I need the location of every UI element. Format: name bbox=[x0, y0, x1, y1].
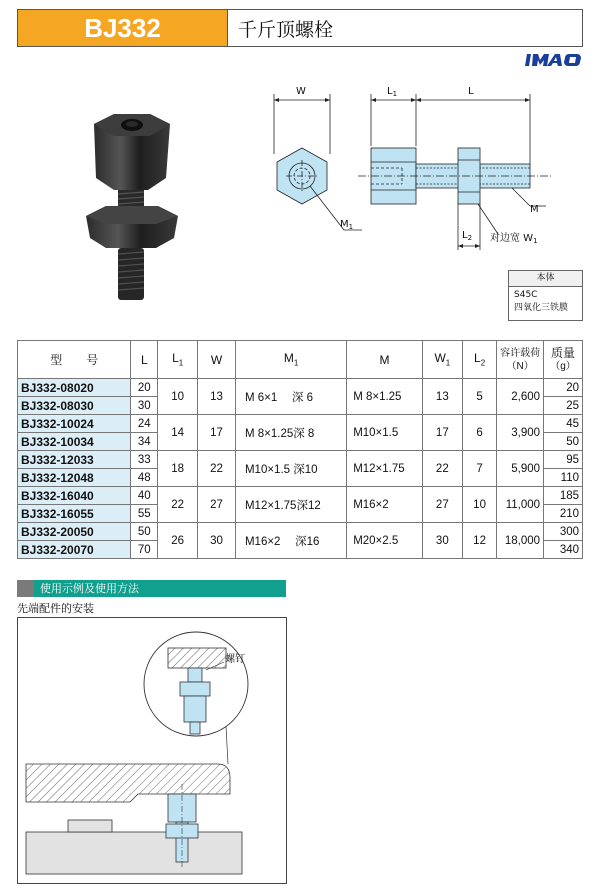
technical-drawing bbox=[262, 84, 562, 254]
product-photo bbox=[76, 108, 186, 304]
l2-cell: 12 bbox=[462, 523, 496, 559]
l-cell: 30 bbox=[131, 397, 158, 415]
material-box bbox=[508, 270, 583, 321]
table-row bbox=[18, 523, 583, 541]
load-cell: 11,000 bbox=[497, 487, 544, 523]
w1-cell: 27 bbox=[422, 487, 462, 523]
material-header: 本体 bbox=[509, 271, 582, 287]
material-body bbox=[509, 287, 582, 315]
model-cell: BJ332-20050 bbox=[18, 523, 131, 541]
m-cell: M 8×1.25 bbox=[347, 379, 423, 415]
dim-m-label: M bbox=[530, 204, 539, 215]
m-cell: M10×1.5 bbox=[347, 415, 423, 451]
l2-cell: 10 bbox=[462, 487, 496, 523]
brand-logo bbox=[525, 52, 583, 68]
table-row bbox=[18, 487, 583, 505]
header-l1: $L_1$ bbox=[158, 341, 198, 379]
model-cell: BJ332-08020 bbox=[18, 379, 131, 397]
w1-cell: 17 bbox=[422, 415, 462, 451]
header-mass: 质量 （g） bbox=[544, 341, 583, 379]
model-cell: BJ332-16055 bbox=[18, 505, 131, 523]
m1-cell: M12×1.75深12 bbox=[235, 487, 346, 523]
model-cell: BJ332-12033 bbox=[18, 451, 131, 469]
mass-cell: 95 bbox=[544, 451, 583, 469]
usage-section-header bbox=[17, 580, 286, 597]
dim-l-label: L bbox=[468, 86, 474, 97]
load-cell: 5,900 bbox=[497, 451, 544, 487]
l1-cell: 22 bbox=[158, 487, 198, 523]
header-l2: $L_2$ bbox=[462, 341, 496, 379]
header-bar bbox=[17, 9, 583, 47]
table-row bbox=[18, 379, 583, 397]
w1-cell: 13 bbox=[422, 379, 462, 415]
m-cell: M12×1.75 bbox=[347, 451, 423, 487]
model-cell: BJ332-08030 bbox=[18, 397, 131, 415]
dim-m1-label: $M_1$ bbox=[340, 219, 354, 231]
mass-cell: 50 bbox=[544, 433, 583, 451]
usage-section-title: 使用示例及使用方法 bbox=[40, 582, 139, 595]
usage-subtitle: 先端配件的安装 bbox=[17, 602, 94, 615]
model-cell: BJ332-10024 bbox=[18, 415, 131, 433]
product-code: BJ332 bbox=[18, 10, 228, 46]
header-m1: $M_1$ bbox=[235, 341, 346, 379]
product-title: 千斤顶螺栓 bbox=[238, 18, 334, 41]
header-w: W bbox=[198, 341, 236, 379]
m-cell: M16×2 bbox=[347, 487, 423, 523]
mass-cell: 210 bbox=[544, 505, 583, 523]
dim-l1-label: $L_1$ bbox=[387, 86, 398, 98]
dim-w1-label: 对边宽 $W_1$ bbox=[490, 233, 538, 245]
material-steel: S45C bbox=[514, 290, 538, 300]
mass-cell: 340 bbox=[544, 541, 583, 559]
mass-cell: 110 bbox=[544, 469, 583, 487]
l1-cell: 26 bbox=[158, 523, 198, 559]
mass-cell: 300 bbox=[544, 523, 583, 541]
mass-cell: 45 bbox=[544, 415, 583, 433]
l-cell: 70 bbox=[131, 541, 158, 559]
w1-cell: 22 bbox=[422, 451, 462, 487]
header-w1: $W_1$ bbox=[422, 341, 462, 379]
l-cell: 24 bbox=[131, 415, 158, 433]
l2-cell: 7 bbox=[462, 451, 496, 487]
material-finish: 四氧化三铁膜 bbox=[514, 303, 569, 313]
table-header-row bbox=[18, 341, 583, 379]
l-cell: 55 bbox=[131, 505, 158, 523]
w-cell: 17 bbox=[198, 415, 236, 451]
l-cell: 33 bbox=[131, 451, 158, 469]
l1-cell: 10 bbox=[158, 379, 198, 415]
table-row bbox=[18, 451, 583, 469]
l-cell: 34 bbox=[131, 433, 158, 451]
l-cell: 50 bbox=[131, 523, 158, 541]
m1-cell: M10×1.5 深10 bbox=[235, 451, 346, 487]
load-cell: 2,600 bbox=[497, 379, 544, 415]
header-model: 型 号 bbox=[18, 341, 131, 379]
table-row bbox=[18, 415, 583, 433]
m1-cell: M 8×1.25深 8 bbox=[235, 415, 346, 451]
m1-cell: M 6×1 深 6 bbox=[235, 379, 346, 415]
dim-l2-label: $L_2$ bbox=[462, 230, 473, 242]
imao-logo-icon bbox=[525, 52, 583, 68]
screw-callout-label: 螺钉 bbox=[225, 654, 245, 665]
model-cell: BJ332-12048 bbox=[18, 469, 131, 487]
header-load: 容许载荷 （N） bbox=[497, 341, 544, 379]
l2-cell: 5 bbox=[462, 379, 496, 415]
l-cell: 48 bbox=[131, 469, 158, 487]
w-cell: 22 bbox=[198, 451, 236, 487]
load-cell: 3,900 bbox=[497, 415, 544, 451]
spec-table bbox=[17, 340, 583, 559]
l1-cell: 14 bbox=[158, 415, 198, 451]
l-cell: 40 bbox=[131, 487, 158, 505]
model-cell: BJ332-10034 bbox=[18, 433, 131, 451]
section-marker-icon bbox=[17, 580, 34, 597]
l-cell: 20 bbox=[131, 379, 158, 397]
model-cell: BJ332-16040 bbox=[18, 487, 131, 505]
w-cell: 30 bbox=[198, 523, 236, 559]
mass-cell: 25 bbox=[544, 397, 583, 415]
l2-cell: 6 bbox=[462, 415, 496, 451]
dim-w-label: W bbox=[296, 86, 306, 97]
mass-cell: 185 bbox=[544, 487, 583, 505]
model-cell: BJ332-20070 bbox=[18, 541, 131, 559]
header-m: M bbox=[347, 341, 423, 379]
m-cell: M20×2.5 bbox=[347, 523, 423, 559]
m1-cell: M16×2 深16 bbox=[235, 523, 346, 559]
w-cell: 27 bbox=[198, 487, 236, 523]
usage-example-illustration bbox=[17, 617, 287, 884]
w1-cell: 30 bbox=[422, 523, 462, 559]
load-cell: 18,000 bbox=[497, 523, 544, 559]
w-cell: 13 bbox=[198, 379, 236, 415]
mass-cell: 20 bbox=[544, 379, 583, 397]
header-l: L bbox=[131, 341, 158, 379]
l1-cell: 18 bbox=[158, 451, 198, 487]
